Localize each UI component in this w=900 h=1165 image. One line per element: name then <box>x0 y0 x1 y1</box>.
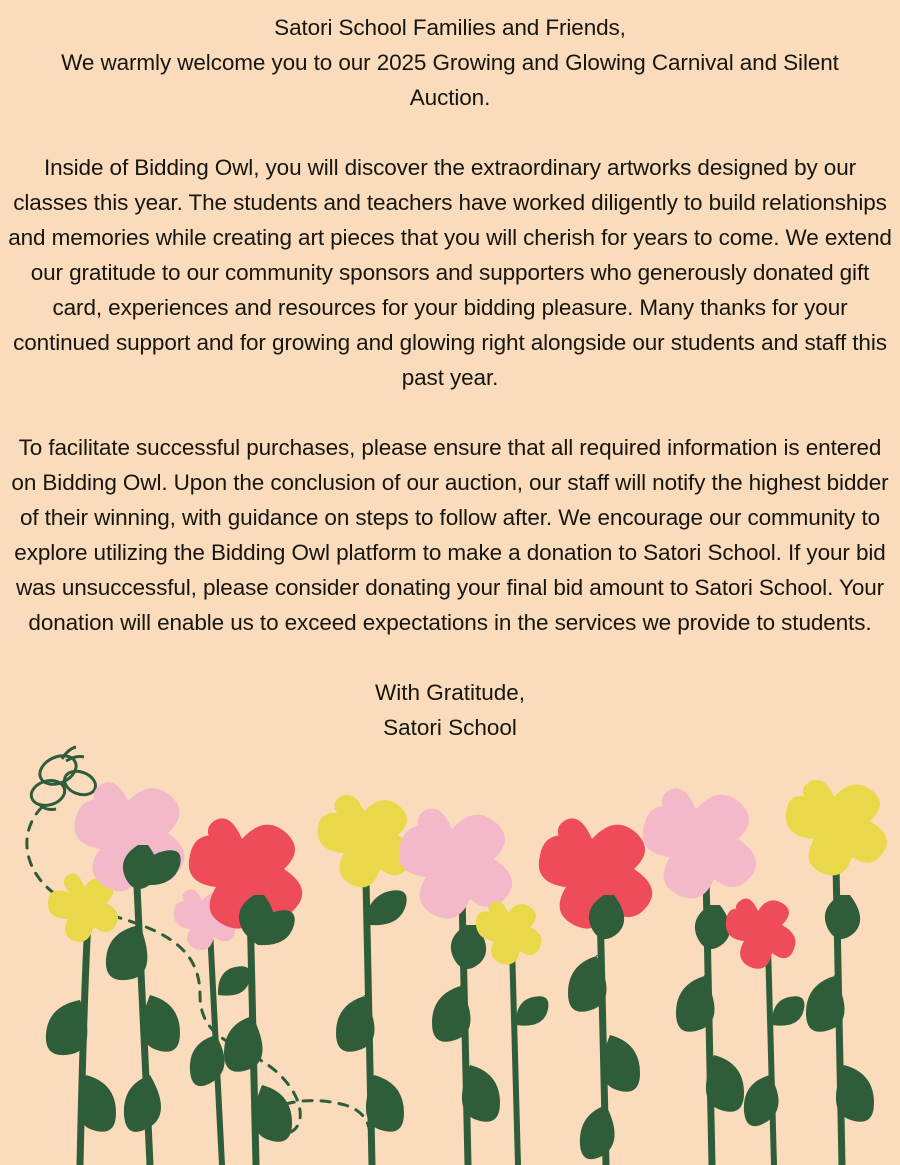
closing-line-2: Satori School <box>383 715 517 740</box>
paragraph-gap-2 <box>4 395 896 430</box>
flower-group-yellow-mid <box>318 795 413 1165</box>
welcome-line-1: We warmly welcome you to our 2025 Growing and Glowing Carnival and Silent <box>61 50 839 75</box>
flower-group-red-left <box>189 818 302 1165</box>
flower-group-yellow-small <box>476 901 548 1165</box>
greeting-line: Satori School Families and Friends, <box>274 15 626 40</box>
paragraph-bidding-owl-artworks: Inside of Bidding Owl, you will discover the extraordinary artworks designed by our classes this year. The students and teachers have worked diligently to build relationships and memories while creating art pieces that you will cherish for years to come. We extend our gratitude to our community sponsors and supporters who generously donated gift card, experiences and resources for your bidding pleasure. Many thanks for your continued support and for growing and glowing right alongside our students and staff this past year. <box>8 155 892 390</box>
paragraph-gap-3 <box>4 640 896 675</box>
flower-group-yellow-right <box>786 780 887 1165</box>
closing-line-1: With Gratitude, <box>374 680 526 705</box>
flower-group-pink-mid <box>399 808 512 1165</box>
flower-group-red-small <box>726 899 805 1165</box>
welcome-line-2: Auction. <box>409 85 491 110</box>
flower-group-pink-right <box>643 788 756 1165</box>
flower-group-red-mid <box>539 818 652 1165</box>
paragraph-purchase-instructions: To facilitate successful purchases, please ensure that all required information is entered on Bidding Owl. Upon the conclusion of our auction, our staff will notify the highest bidder of their winning, with guidance on steps to follow after. We encourage our community to explore utilizing the Bidding Owl platform to make a donation to Satori School. If your bid was unsuccessful, please consider donating your final bid amount to Satori School. Your donation will enable us to exceed expectations in the services we provide to students. <box>11 435 889 635</box>
paragraph-gap-1 <box>4 115 896 150</box>
flower-garden-illustration <box>0 745 900 1165</box>
butterfly-icon <box>28 747 98 810</box>
flower-group-left-yellow <box>46 874 118 1165</box>
